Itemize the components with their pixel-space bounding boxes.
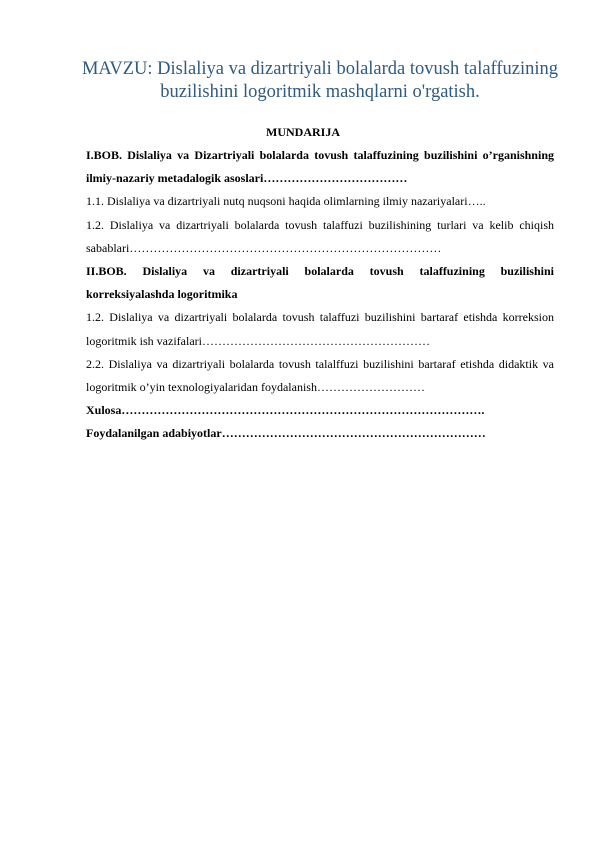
toc-entry-conclusion: Xulosa………………………………………………………………………………. (86, 403, 485, 418)
toc-entry-section-2-1: 1.2. Dislaliya va dizartriyali bolalarda tovush talaffuzi buzilishini bartaraf etishda korreksion logoritmik ish vazifalari………………………………………………… (86, 310, 554, 348)
toc-heading: MUNDARIJA (266, 125, 340, 139)
toc-entry-bibliography: Foydalanilgan adabiyotlar………………………………………………………… (86, 426, 486, 441)
document-title: MAVZU: Dislaliya va dizartriyali bolalarda tovush talaffuzining buzilishini logoritmik mashqlarni o'rgatish. (81, 59, 559, 102)
table-of-contents (86, 144, 554, 446)
toc-entry-section-1-1: 1.1. Dislaliya va dizartriyali nutq nuqsoni haqida olimlarning ilmiy nazariyalari….. (86, 194, 486, 209)
toc-entry-section-1-2: 1.2. Dislaliya va dizartriyali bolalarda tovush talaffuzi buzilishining turlari va kelib chiqish sabablari…………………………………………………………………… (86, 217, 554, 255)
toc-entry-chapter-2: II.BOB. Dislaliya va dizartriyali bolalarda tovush talaffuzining buzilishini korreksiyalashda logoritmika (86, 264, 554, 302)
toc-entry-chapter-1: I.BOB. Dislaliya va Dizartriyali bolalarda tovush talaffuzining buzilishini o’rganishning ilmiy-nazariy metadalogik asoslari……………………………… (86, 148, 554, 186)
toc-entry-section-2-2: 2.2. Dislaliya va dizartriyali bolalarda tovush talalffuzi buzilishini bartaraf etishda didaktik va logoritmik o’yin texnologiyalaridan foydalanish……………………… (86, 356, 554, 395)
